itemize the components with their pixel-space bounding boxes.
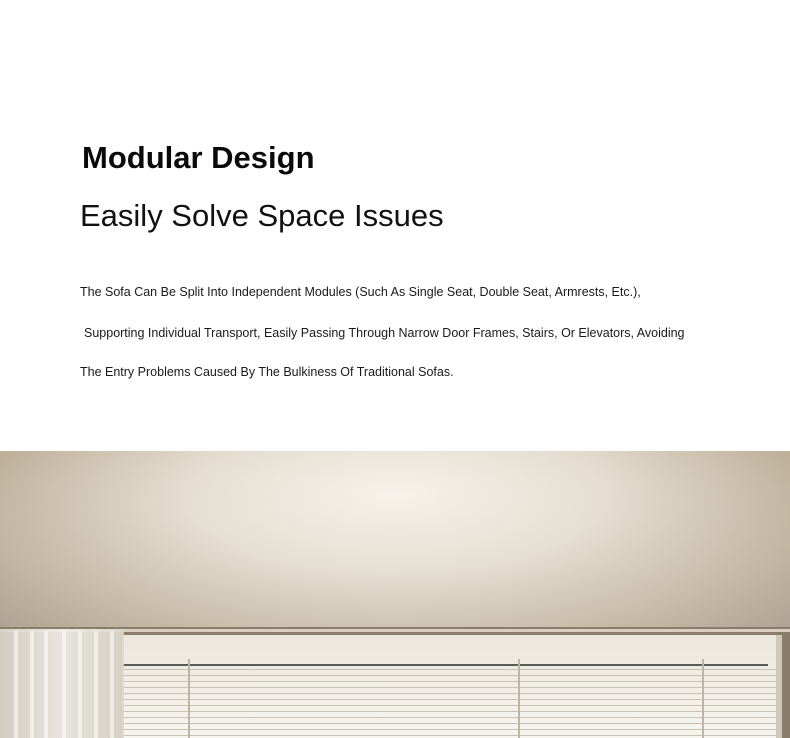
curtain-fold <box>62 631 66 738</box>
description-line-1: The Sofa Can Be Split Into Independent Modules (Such As Single Seat, Double Seat, Armrests, Etc.), <box>80 285 641 299</box>
blind-slat <box>122 717 776 718</box>
room-interior-photo <box>0 451 790 738</box>
room-photo-illustration <box>0 451 790 738</box>
blind-cord-1 <box>188 659 190 738</box>
curtain-fold <box>44 631 48 738</box>
blind-slat <box>122 729 776 730</box>
blind-slat <box>122 675 776 676</box>
blind-slat <box>122 681 776 682</box>
blind-rail <box>122 664 768 666</box>
curtain-fold <box>110 631 114 738</box>
blind-slat <box>122 687 776 688</box>
blind-cord-3 <box>702 659 704 738</box>
blind-slat <box>122 711 776 712</box>
blind-slat <box>122 699 776 700</box>
window-blinds <box>122 635 782 738</box>
description-line-3: The Entry Problems Caused By The Bulkiness Of Traditional Sofas. <box>80 365 454 379</box>
window-side-frame <box>776 635 782 738</box>
section-subtitle: Easily Solve Space Issues <box>80 198 444 233</box>
blind-slat <box>122 723 776 724</box>
curtain-fold <box>78 631 82 738</box>
blind-slat <box>122 735 776 736</box>
blind-slat <box>122 705 776 706</box>
blind-cord-2 <box>518 659 520 738</box>
section-title: Modular Design <box>82 140 315 175</box>
curtain-fold <box>14 631 18 738</box>
curtain-fold <box>30 631 34 738</box>
curtain-fold <box>94 631 98 738</box>
blind-slat <box>122 669 776 670</box>
blind-slat <box>122 693 776 694</box>
description-line-2: Supporting Individual Transport, Easily Passing Through Narrow Door Frames, Stairs, Or Elevators, Avoiding <box>84 326 685 340</box>
